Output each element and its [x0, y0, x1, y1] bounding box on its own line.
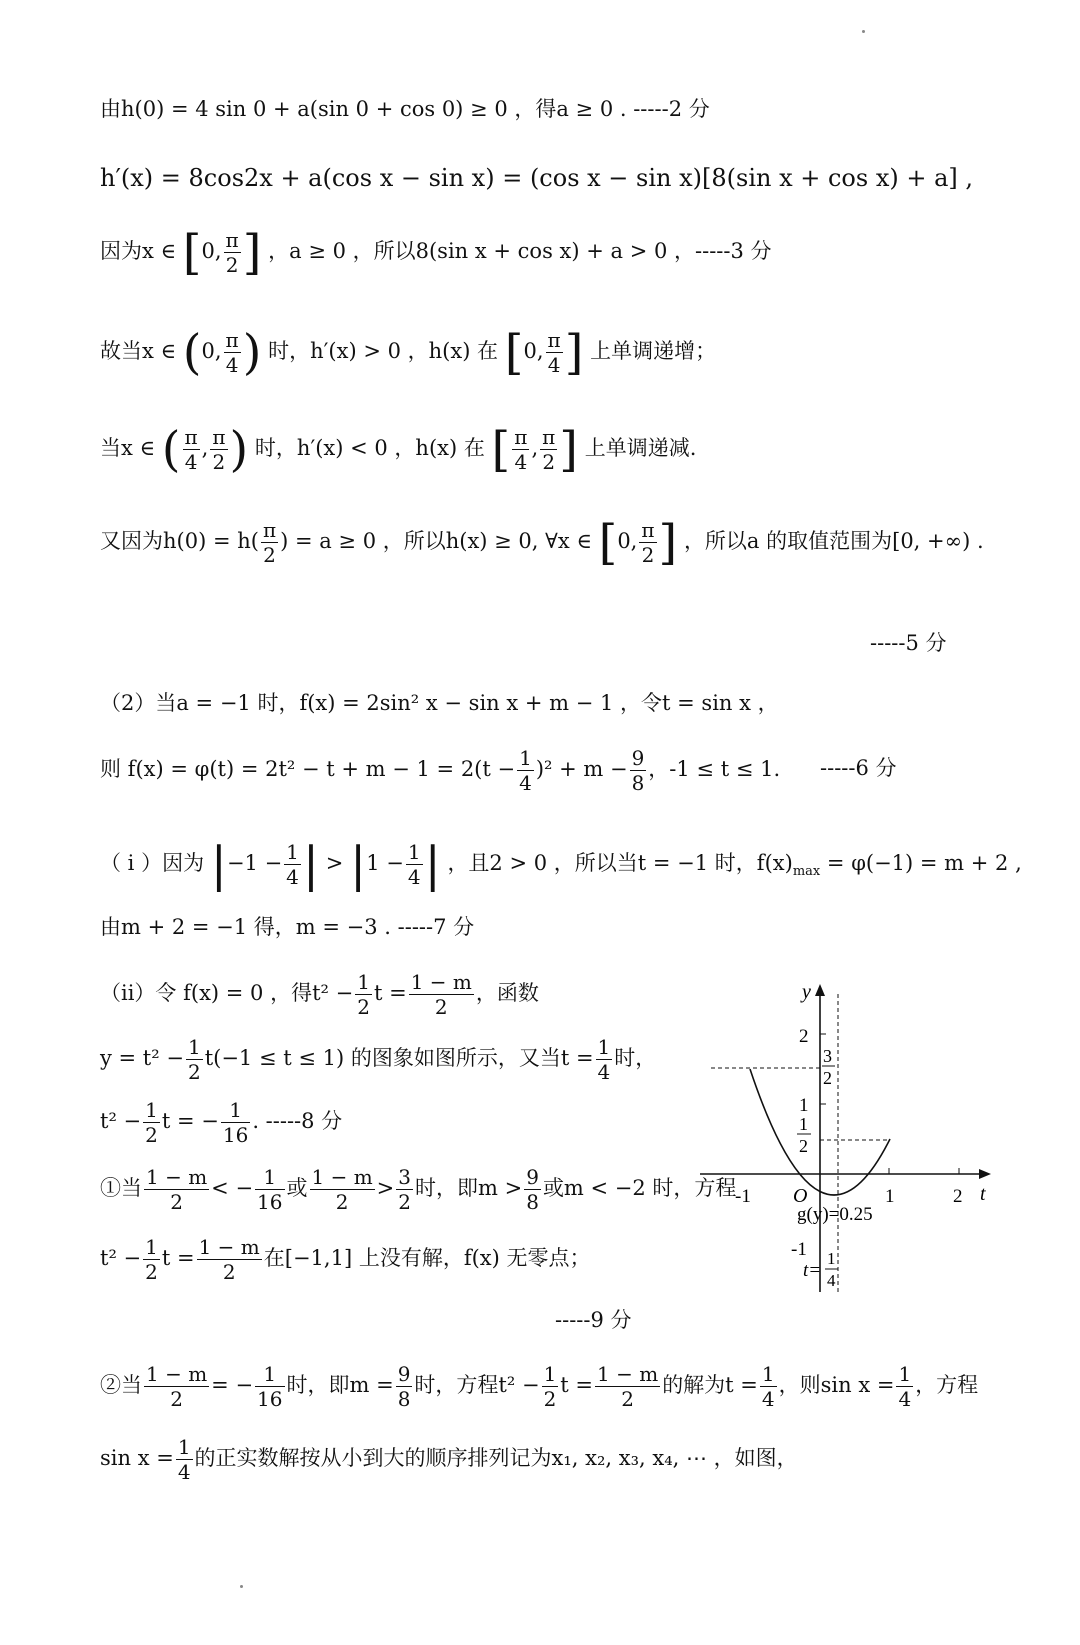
fraction: [261, 518, 278, 567]
numerator: π: [212, 425, 226, 449]
numerator: 3: [398, 1165, 412, 1189]
numerator: 1 − m: [410, 970, 472, 994]
fraction: [406, 840, 423, 889]
text: 上单调递减.: [584, 436, 697, 460]
fraction: [595, 1362, 660, 1411]
fraction: [310, 1165, 375, 1214]
numerator: π: [225, 328, 239, 352]
numerator: π: [225, 228, 239, 252]
fraction: [630, 746, 647, 795]
fraction: [409, 970, 474, 1019]
denominator: 2: [398, 1190, 412, 1214]
numerator: 1: [898, 1362, 912, 1386]
numerator: 1: [357, 970, 370, 994]
fraction: [255, 1362, 284, 1411]
numerator: π: [184, 425, 198, 449]
text: 0,: [201, 239, 222, 263]
denominator: 8: [631, 771, 645, 795]
abs-bar: |: [424, 836, 441, 893]
t-axis-label: t: [980, 1183, 986, 1205]
fraction: [896, 1362, 913, 1411]
fraction: [186, 1035, 203, 1084]
text: t² −: [100, 1109, 142, 1133]
bracket-close: ]: [242, 224, 262, 281]
denominator: 4: [519, 771, 532, 795]
y-label-2: 2: [823, 1068, 832, 1088]
numerator: 1: [543, 1362, 557, 1386]
fraction: [183, 425, 200, 474]
numerator: 1: [286, 840, 299, 864]
denominator: 2: [222, 1260, 236, 1284]
paren-open: (: [161, 421, 181, 478]
score-5: -----5 分: [870, 631, 947, 655]
bracket-open: [: [598, 514, 618, 571]
y-label-3: 3: [823, 1046, 832, 1066]
text: )² + m −: [535, 757, 628, 781]
numerator: π: [514, 425, 528, 449]
numerator: 1: [145, 1235, 158, 1259]
label-g: g(y)=0.25: [797, 1204, 873, 1225]
abs-bar: |: [210, 836, 227, 893]
text: ①当: [100, 1176, 142, 1200]
line-11: [100, 970, 539, 1019]
text: ，a ≥ 0 ，所以8(sin x + cos x) + a > 0 ，-----3 分: [268, 239, 772, 263]
numerator: 9: [397, 1362, 411, 1386]
parabola-graph: [695, 980, 995, 1300]
numerator: 1 − m: [597, 1362, 659, 1386]
fraction: [355, 970, 372, 1019]
numerator: 1: [145, 1098, 158, 1122]
numerator: 9: [631, 746, 645, 770]
text: （ i ）因为: [100, 851, 205, 875]
y-axis-label: y: [802, 981, 811, 1003]
fraction: [524, 1165, 541, 1214]
numerator: π: [547, 328, 561, 352]
y-axis-arrow: [815, 984, 825, 996]
denominator: 2: [212, 450, 226, 474]
text: 当x ∈: [100, 436, 156, 460]
denominator: 8: [526, 1190, 539, 1214]
numerator: 1: [597, 1035, 611, 1059]
text: 在[−1,1] 上没有解，f(x) 无零点；: [263, 1246, 591, 1270]
y-tick-2: 2: [799, 1026, 809, 1047]
line-15: [100, 1235, 591, 1284]
denominator: 4: [597, 1060, 611, 1084]
text: 0,: [201, 339, 222, 363]
x-tick-2: 2: [953, 1186, 963, 1207]
text: 0,: [523, 339, 544, 363]
fraction: [224, 228, 241, 277]
fraction: [760, 1362, 777, 1411]
denominator: 2: [621, 1387, 634, 1411]
text: = φ(−1) = m + 2 ,: [826, 851, 1022, 875]
text: 时，: [614, 1046, 657, 1070]
fraction: [143, 1235, 160, 1284]
fraction: [210, 425, 227, 474]
fraction: [144, 1362, 209, 1411]
line-5: 当x ∈ ( $\frac{\pi}{4}$ , $\frac{\pi}{2}$ ) 时，h′(x) < 0 ，h(x) 在 [ $\frac{\pi}{4}$ , $\frac{\pi}{2}$ ] 上单调递减.: [100, 421, 697, 478]
denominator: 2: [145, 1260, 158, 1284]
denominator: 4: [225, 353, 239, 377]
text: = −: [211, 1373, 254, 1397]
text: 时，h′(x) < 0 ，h(x) 在: [254, 436, 485, 460]
y-label-1: 1: [799, 1114, 808, 1134]
bracket-open: [: [182, 224, 202, 281]
denominator: 2: [170, 1190, 183, 1214]
text: 时，h′(x) > 0 ，h(x) 在: [268, 339, 499, 363]
numerator: 1 − m: [146, 1165, 208, 1189]
text: 因为x ∈: [100, 239, 177, 263]
text: 时，即m >: [415, 1176, 523, 1200]
numerator: 1: [761, 1362, 775, 1386]
text: t(−1 ≤ t ≤ 1) 的图象如图所示，又当t =: [204, 1046, 594, 1070]
numerator: 1: [255, 1165, 284, 1190]
line-1: 由h(0) = 4 sin 0 + a(sin 0 + cos 0) ≥ 0 ，得a ≥ 0 . -----2 分: [100, 97, 710, 121]
text: ，方程: [915, 1373, 979, 1397]
scan-dot: [240, 1585, 243, 1588]
text: 的解为t =: [662, 1373, 758, 1397]
text: t = −: [161, 1109, 219, 1133]
numerator: 1 − m: [146, 1362, 208, 1386]
numerator: π: [262, 518, 277, 542]
fraction: [255, 1165, 284, 1214]
denominator: 8: [397, 1387, 411, 1411]
text: 时，即m =: [286, 1373, 394, 1397]
text: ，且2 > 0 ，所以当t = −1 时，f(x): [447, 851, 793, 875]
denominator: 16: [257, 1190, 283, 1214]
text: 1 −: [366, 851, 404, 875]
x-tick-1: 1: [885, 1186, 895, 1207]
denominator: 2: [542, 450, 556, 474]
text: 或: [286, 1176, 308, 1200]
denominator: 2: [641, 543, 655, 567]
denominator: 2: [225, 253, 239, 277]
text: t² −: [100, 1246, 142, 1270]
numerator: π: [542, 425, 556, 449]
line-13: [100, 1098, 342, 1147]
denominator: 2: [145, 1123, 158, 1147]
text: −1 −: [226, 851, 283, 875]
line-14: [100, 1165, 736, 1214]
line-17: [100, 1435, 798, 1484]
text: < −: [211, 1176, 254, 1200]
denominator: 2: [170, 1387, 183, 1411]
denominator: 2: [187, 1060, 201, 1084]
line-8: [100, 746, 780, 795]
label-t-eq: t=: [803, 1260, 822, 1281]
numerator: 1: [407, 840, 421, 864]
text: t =: [560, 1373, 594, 1397]
bracket-close: ]: [658, 514, 678, 571]
text: 则 f(x) = φ(t) = 2t² − t + m − 1 = 2(t −: [100, 757, 516, 781]
fraction: [546, 328, 563, 377]
denominator: 4: [761, 1387, 775, 1411]
line-2: h′(x) = 8cos2x + a(cos x − sin x) = (cos x − sin x)[8(sin x + cos x) + a] ,: [100, 164, 974, 192]
denominator: 2: [543, 1387, 557, 1411]
score-6: -----6 分: [820, 756, 897, 780]
score-9: -----9 分: [555, 1308, 632, 1332]
text: ，-1 ≤ t ≤ 1.: [648, 757, 781, 781]
abs-bar: |: [350, 836, 367, 893]
numerator: 1 − m: [198, 1235, 260, 1259]
fraction: [540, 425, 557, 474]
fraction: [596, 1035, 613, 1084]
text: ②当: [100, 1373, 142, 1397]
numerator: 1 − m: [311, 1165, 373, 1189]
fraction: [144, 1165, 209, 1214]
y-tick-neg1: -1: [791, 1239, 807, 1260]
x-tick-neg1: -1: [735, 1186, 751, 1207]
y-label-2b: 2: [799, 1136, 808, 1156]
origin-label: O: [793, 1185, 808, 1207]
paren-close: ): [229, 421, 249, 478]
y-tick-1: 1: [799, 1095, 809, 1116]
numerator: 1: [519, 746, 532, 770]
numerator: 9: [526, 1165, 539, 1189]
fraction: [517, 746, 534, 795]
numerator: 1: [187, 1035, 201, 1059]
fraction: [512, 425, 529, 474]
line-12: [100, 1035, 656, 1084]
label-t-den: 4: [827, 1271, 836, 1290]
line-16: [100, 1362, 978, 1411]
denominator: 4: [898, 1387, 912, 1411]
text: 故当x ∈: [100, 339, 177, 363]
denominator: 2: [357, 995, 370, 1019]
paren-close: ): [242, 324, 262, 381]
text: 上单调递增；: [590, 339, 717, 363]
paren-open: (: [182, 324, 202, 381]
text: 0,: [617, 529, 638, 553]
text: . -----8 分: [252, 1109, 343, 1133]
denominator: 4: [177, 1460, 191, 1484]
denominator: 2: [335, 1190, 349, 1214]
fraction: [396, 1362, 413, 1411]
line-10: 由m + 2 = −1 得，m = −3 . -----7 分: [100, 915, 475, 939]
text: 的正实数解按从小到大的顺序排列记为x₁, x₂, x₃, x₄, ⋯ ，如图，: [194, 1446, 798, 1470]
denominator: 2: [263, 543, 276, 567]
fraction: [224, 328, 241, 377]
line-3: [100, 224, 772, 281]
bracket-open: [: [504, 324, 524, 381]
denominator: 2: [434, 995, 448, 1019]
denominator: 4: [514, 450, 528, 474]
numerator: 1: [177, 1435, 191, 1459]
bracket-close: ]: [564, 324, 584, 381]
text: >: [376, 1176, 395, 1200]
abs-bar: |: [302, 836, 320, 893]
label-t-num: 1: [827, 1249, 836, 1268]
fraction: [639, 518, 656, 567]
text: ，函数: [475, 981, 539, 1005]
fraction: [176, 1435, 193, 1484]
fraction: [197, 1235, 262, 1284]
line-4: [100, 324, 717, 381]
text: （ii）令 f(x) = 0 ，得t² −: [100, 981, 354, 1005]
text: ) = a ≥ 0 ，所以h(x) ≥ 0, ∀x ∈: [280, 529, 592, 553]
numerator: π: [641, 518, 655, 542]
scan-dot: [862, 30, 865, 33]
numerator: 1: [255, 1362, 284, 1387]
denominator: 16: [257, 1387, 283, 1411]
line-9: （ i ）因为 |−1 − $\frac{1}{4}$ | > |1 − $\frac{1}{4}$ | ，且2 > 0 ，所以当t = −1 时，$f(x)_{max} = \varphi(-1) = m + 2$ ,: [100, 836, 1022, 893]
text: 时，方程t² −: [414, 1373, 540, 1397]
denominator: 4: [547, 353, 561, 377]
subscript-max: max: [792, 864, 821, 880]
bracket-open: [: [491, 421, 511, 478]
fraction: [221, 1098, 250, 1147]
fraction: [396, 1165, 413, 1214]
denominator: 4: [184, 450, 198, 474]
t-axis-arrow: [979, 1169, 991, 1179]
fraction: [143, 1098, 160, 1147]
text: sin x =: [100, 1446, 174, 1470]
text: ，所以a 的取值范围为[0, +∞) .: [683, 529, 984, 553]
text: 或m < −2 时，方程: [542, 1176, 737, 1200]
denominator: 4: [286, 865, 299, 889]
denominator: 16: [222, 1123, 249, 1147]
bracket-close: ]: [559, 421, 579, 478]
numerator: 1: [221, 1098, 250, 1123]
text: ，则sin x =: [778, 1373, 895, 1397]
denominator: 4: [407, 865, 421, 889]
text: 又因为h(0) = h(: [100, 529, 259, 553]
fraction: [542, 1362, 559, 1411]
text: t =: [373, 981, 407, 1005]
text: y = t² −: [100, 1046, 184, 1070]
line-7: （2）当a = −1 时，f(x) = 2sin² x − sin x + m − 1 ，令t = sin x ，: [100, 691, 779, 715]
line-6: [100, 514, 984, 571]
fraction: [284, 840, 301, 889]
text: t =: [161, 1246, 195, 1270]
